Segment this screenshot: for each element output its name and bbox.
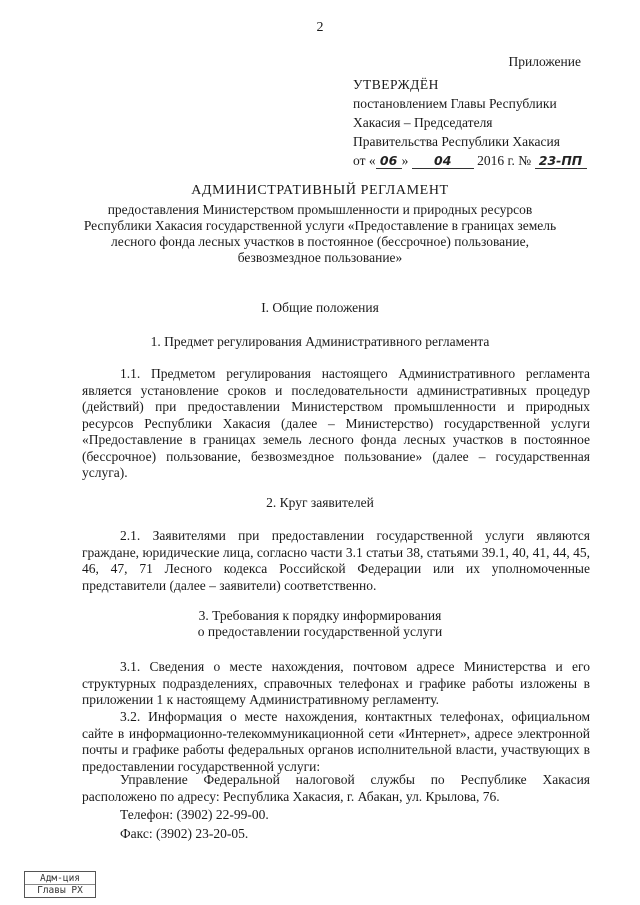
approval-line-2: Хакасия – Председателя	[353, 115, 493, 130]
section-heading-1: I. Общие положения	[261, 300, 379, 315]
number-label: №	[518, 153, 532, 168]
paragraph-tax-office	[82, 772, 590, 842]
date-mid: »	[401, 153, 409, 168]
subtitle-line: безвозмездное пользование»	[237, 250, 403, 265]
document-title: АДМИНИСТРАТИВНЫЙ РЕГЛАМЕНТ	[191, 183, 449, 198]
paragraph-text: 2.1. Заявителями при предоставлении государственной услуги являются граждане, юридические лица, согласно части 3.1 статьи 38, статьями 39.1, 40, 41, 44, 45, 46, 47, 71 Лесного кодекса Российской Федерации или их уполномоченные представители (далее – заявители) соответственно.	[82, 528, 590, 593]
subtitle-line: Республики Хакасия государственной услуги «Предоставление в границах земель	[83, 218, 557, 233]
subtitle-line: предоставления Министерством промышленности и природных ресурсов	[107, 202, 533, 217]
approval-line-1: постановлением Главы Республики	[353, 96, 557, 111]
approval-line-3: Правительства Республики Хакасия	[353, 134, 560, 149]
subsection-heading-2: 2. Круг заявителей	[266, 495, 374, 510]
phone-line: Телефон: (3902) 22-99-00.	[120, 807, 269, 822]
subsection-line: 3. Требования к порядку информирования	[198, 608, 442, 623]
paragraph-3-1	[82, 659, 590, 709]
paragraph-text: 1.1. Предметом регулирования настоящего Административного регламента является установление сроков и последовательности административных процедур (действий) при предоставлении Министерством промышленности и природных ресурсов Республики Хакасия (далее – Министерство) государственной услуги «Предоставление в границах земель лесного фонда лесных участков в постоянное (бессрочное) пользование, безвозмездное пользование» (далее – государственная услуга).	[82, 366, 590, 480]
document-number: 23-ПП	[535, 154, 587, 169]
document-subtitle	[60, 202, 580, 266]
subsection-heading-3	[60, 608, 580, 640]
paragraph-text: 3.2. Информация о месте нахождения, контактных телефонах, официальном сайте в информационно-телекоммуникационной сети «Интернет», адресе электронной почты и графике работы федеральных органов исполнительной власти, участвующих в предоставлении государственной услуги:	[82, 709, 590, 774]
paragraph-2-1	[82, 528, 590, 594]
paragraph-1-1	[82, 366, 590, 482]
stamp-line: Главы РХ	[25, 884, 95, 896]
stamp-line: Адм-ция	[39, 873, 81, 884]
date-day: 06	[376, 154, 402, 169]
approval-date-line	[353, 151, 593, 170]
appendix-label: Приложение	[508, 54, 581, 69]
subsection-heading-1: 1. Предмет регулирования Административного регламента	[150, 334, 490, 349]
date-year: 2016 г.	[477, 153, 515, 168]
approved-label: УТВЕРЖДЁН	[353, 77, 439, 92]
page-number: 2	[316, 20, 324, 35]
registry-stamp	[24, 871, 96, 898]
paragraph-text: Управление Федеральной налоговой службы по Республике Хакасия расположено по адресу: Республика Хакасия, г. Абакан, ул. Крылова, 76.	[82, 772, 590, 804]
paragraph-text: 3.1. Сведения о месте нахождения, почтовом адресе Министерства и его структурных подразделениях, справочных телефонах и графике работы изложены в приложении 1 к настоящему Административному регламенту.	[82, 659, 590, 707]
subtitle-line: лесного фонда лесных участков в постоянное (бессрочное) пользование,	[111, 234, 529, 249]
date-prefix: от «	[353, 153, 376, 168]
fax-line: Факс: (3902) 23-20-05.	[120, 825, 249, 841]
paragraph-3-2	[82, 709, 590, 775]
date-month: 04	[412, 154, 474, 169]
approval-block	[353, 52, 593, 170]
subsection-line: о предоставлении государственной услуги	[197, 624, 443, 639]
